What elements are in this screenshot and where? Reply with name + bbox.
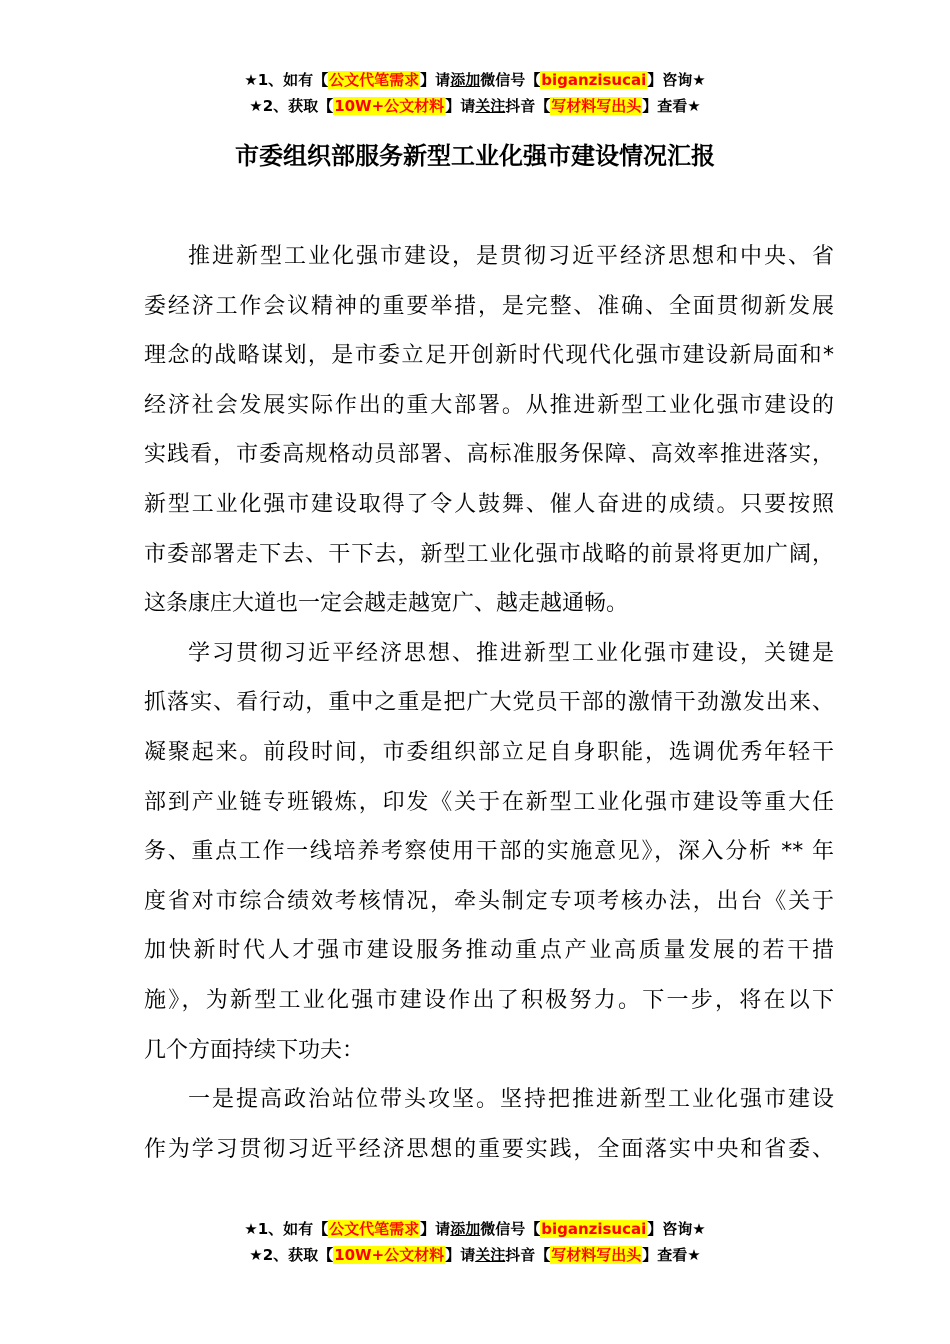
promo-highlight: 写材料写出头 xyxy=(551,1246,642,1264)
promo-text: 微信号【 xyxy=(480,1220,541,1238)
promo-text: ★2、获取【 xyxy=(249,1246,334,1264)
document-title: 市委组织部服务新型工业化强市建设情况汇报 xyxy=(235,142,715,170)
promo-underlined: 关注 xyxy=(475,97,506,115)
promo-text: 微信号【 xyxy=(480,71,541,89)
promo-highlight: biganzisucai xyxy=(541,71,647,89)
promo-text: ★1、如有【 xyxy=(244,1220,329,1238)
promo-text: ★2、获取【 xyxy=(249,97,334,115)
promo-text: 】查看★ xyxy=(642,97,701,115)
promo-text: 】查看★ xyxy=(642,1246,701,1264)
text-line: 一是提高政治站位带头攻坚。坚持把推进新型工业化强市建设 xyxy=(188,1087,834,1113)
text-line: 实践看，市委高规格动员部署、高标准服务保障、高效率推进落实， xyxy=(144,442,834,468)
promo-highlight: 公文代笔需求 xyxy=(329,1220,420,1238)
document-body xyxy=(144,232,834,1174)
text-line: 作为学习贯彻习近平经济思想的重要实践，全面落实中央和省委、 xyxy=(144,1136,834,1162)
text-line: 务、重点工作一线培养考察使用干部的实施意见》，深入分析 ** 年 xyxy=(144,839,834,865)
promo-text: 抖音【 xyxy=(505,97,551,115)
text-line: 部到产业链专班锻炼，印发《关于在新型工业化强市建设等重大任 xyxy=(144,789,834,815)
promo-line-1 xyxy=(0,1216,950,1242)
text-line: 度省对市综合绩效考核情况，牵头制定专项考核办法，出台《关于 xyxy=(144,888,834,914)
promo-highlight: 10W+公文材料 xyxy=(334,97,445,115)
promo-underlined: 添加 xyxy=(450,1220,481,1238)
promo-highlight: 10W+公文材料 xyxy=(334,1246,445,1264)
promo-highlight: biganzisucai xyxy=(541,1220,647,1238)
promo-text: 】咨询★ xyxy=(647,71,706,89)
text-line: 经济社会发展实际作出的重大部署。从推进新型工业化强市建设的 xyxy=(144,392,834,418)
text-line: 市委部署走下去、干下去，新型工业化强市战略的前景将更加广阔， xyxy=(144,541,834,567)
text-line: 委经济工作会议精神的重要举措，是完整、准确、全面贯彻新发展 xyxy=(144,293,834,319)
text-line: 抓落实、看行动，重中之重是把广大党员干部的激情干劲激发出来、 xyxy=(144,690,834,716)
text-line: 凝聚起来。前段时间，市委组织部立足自身职能，选调优秀年轻干 xyxy=(144,739,834,765)
text-line: 加快新时代人才强市建设服务推动重点产业高质量发展的若干措 xyxy=(144,938,834,964)
promo-text: 】请 xyxy=(445,1246,476,1264)
text-line: 理念的战略谋划，是市委立足开创新时代现代化强市建设新局面和* xyxy=(144,343,834,369)
promo-underlined: 关注 xyxy=(475,1246,506,1264)
promo-line-1 xyxy=(0,67,950,93)
promo-highlight: 公文代笔需求 xyxy=(329,71,420,89)
promo-line-2 xyxy=(0,1242,950,1268)
promo-highlight: 写材料写出头 xyxy=(551,97,642,115)
text-line: 推进新型工业化强市建设，是贯彻习近平经济思想和中央、省 xyxy=(188,244,834,269)
promo-text: 抖音【 xyxy=(505,1246,551,1264)
text-line: 几个方面持续下功夫： xyxy=(144,1037,365,1063)
text-line: 新型工业化强市建设取得了令人鼓舞、催人奋进的成绩。只要按照 xyxy=(144,491,834,517)
promo-line-2 xyxy=(0,93,950,119)
promo-text: ★1、如有【 xyxy=(244,71,329,89)
text-line: 学习贯彻习近平经济思想、推进新型工业化强市建设，关键是 xyxy=(188,640,834,666)
text-line: 施》，为新型工业化强市建设作出了积极努力。下一步，将在以下 xyxy=(144,987,834,1013)
promo-underlined: 添加 xyxy=(450,71,481,89)
promo-text: 】咨询★ xyxy=(647,1220,706,1238)
promo-banner-bottom xyxy=(0,1216,950,1268)
promo-text: 】请 xyxy=(420,71,451,89)
promo-banner-top xyxy=(0,67,950,119)
text-line: 这条康庄大道也一定会越走越宽广、越走越通畅。 xyxy=(144,591,629,617)
promo-text: 】请 xyxy=(445,97,476,115)
promo-text: 】请 xyxy=(420,1220,451,1238)
